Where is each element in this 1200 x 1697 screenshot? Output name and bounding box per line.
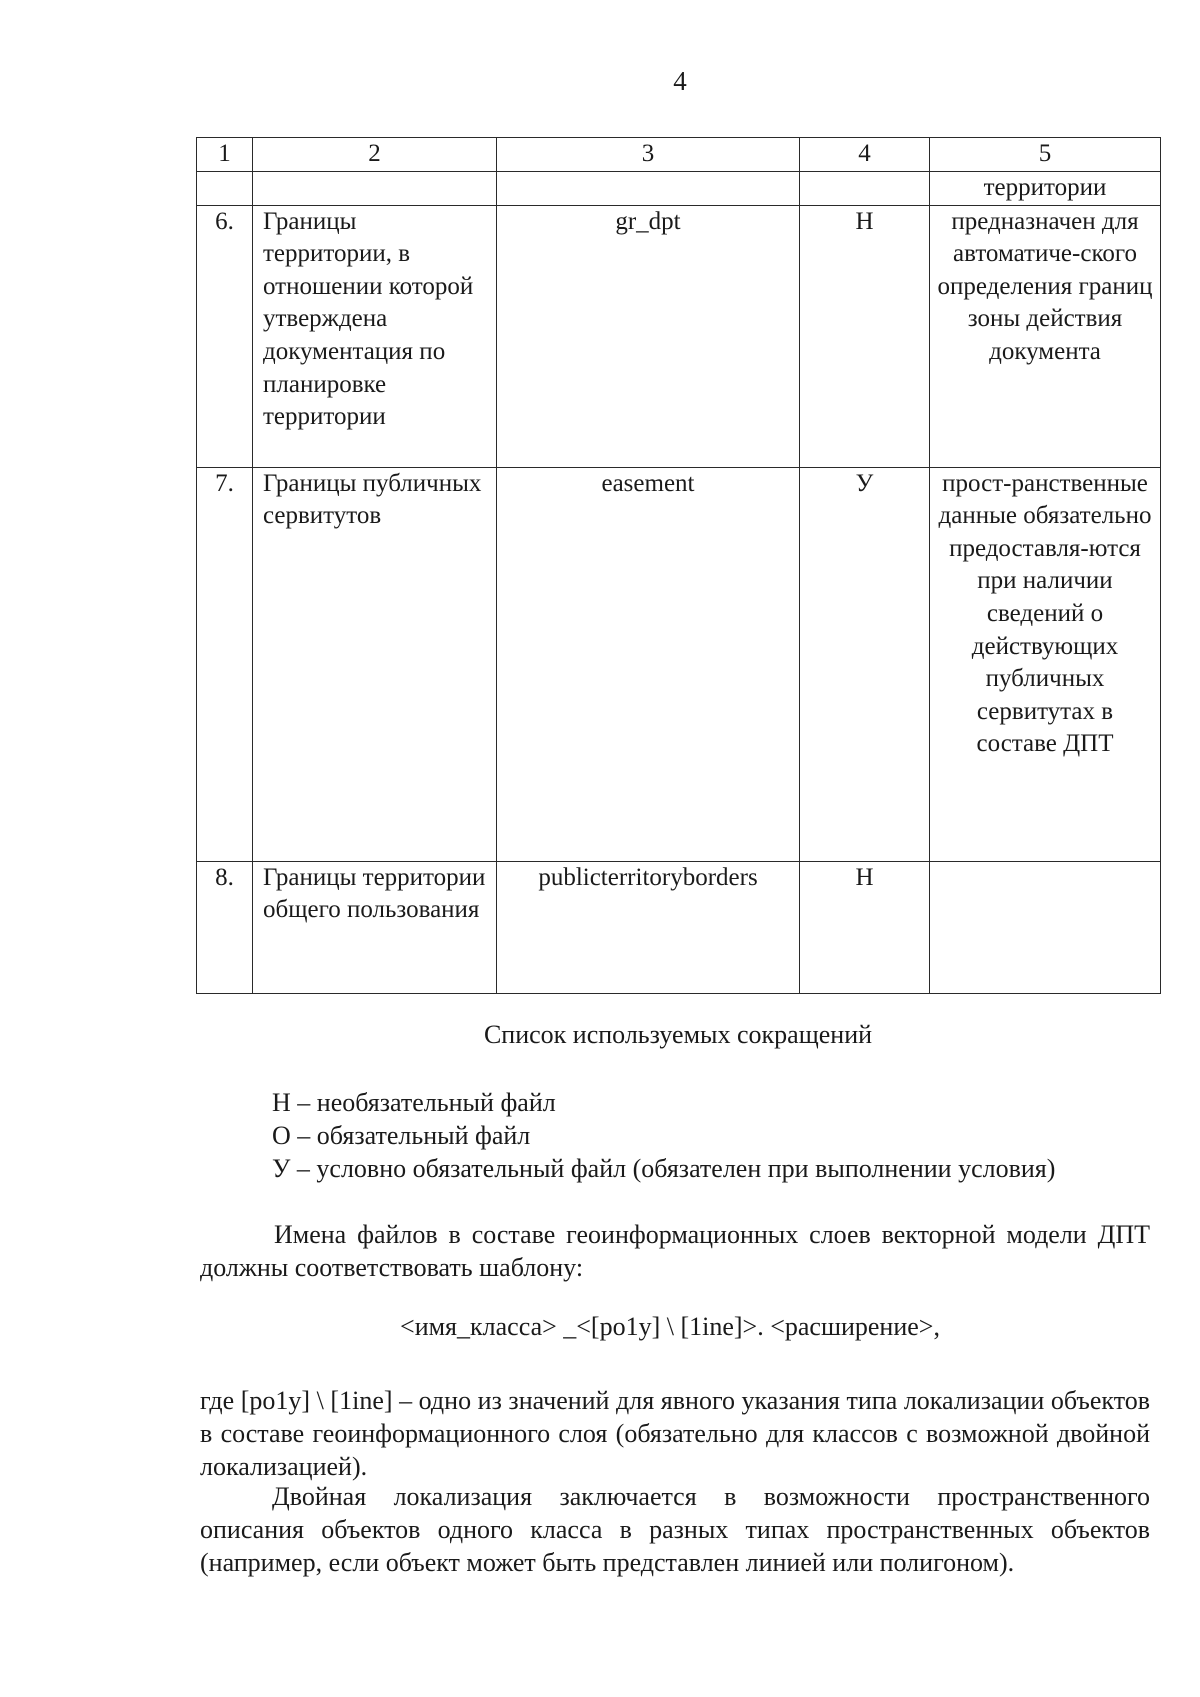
empty-cell (253, 172, 497, 206)
table-row (197, 467, 1161, 861)
row-number: 7. (197, 467, 253, 861)
header-cell: 2 (253, 138, 497, 172)
file-name-template: <имя_класса> _<[po1y] \ [1ine]>. <расширение>, (400, 1312, 940, 1341)
layer-note (930, 861, 1161, 993)
layer-flag: У (800, 467, 930, 861)
layer-code: publicterritoryborders (497, 861, 800, 993)
header-cell: 4 (800, 138, 930, 172)
template-explanation-paragraph: где [po1y] \ [1ine] – одно из значений для явного указания типа локализации объектов в составе геоинформационного слоя (обязательно для классов с возможной двойной локализацией). (200, 1386, 1150, 1481)
abbreviation-item: О – обязательный файл (272, 1121, 531, 1150)
layer-name: Границы территории общего пользования (253, 861, 497, 993)
abbreviations-heading: Список используемых сокращений (483, 1020, 873, 1049)
empty-cell (197, 172, 253, 206)
empty-cell (800, 172, 930, 206)
abbreviation-item: У – условно обязательный файл (обязателен при выполнении условия) (272, 1154, 1056, 1183)
abbreviations-list (272, 1086, 1055, 1185)
layer-flag: Н (800, 861, 930, 993)
header-cell: 5 (930, 138, 1161, 172)
file-naming-paragraph: Имена файлов в составе геоинформационных слоев векторной модели ДПТ должны соответствовать шаблону: (200, 1220, 1150, 1282)
dual-localization-paragraph: Двойная локализация заключается в возможности пространственного описания объектов одного класса в разных типах пространственных объектов (например, если объект может быть представлен линией или полигоном). (200, 1482, 1150, 1577)
page-number: 4 (673, 66, 687, 96)
continuation-row (197, 172, 1161, 206)
abbreviation-item: Н – необязательный файл (272, 1088, 556, 1117)
table-row (197, 205, 1161, 467)
header-cell: 1 (197, 138, 253, 172)
table-header-row (197, 138, 1161, 172)
layer-name: Границы публичных сервитутов (253, 467, 497, 861)
continuation-note: территории (930, 172, 1161, 206)
layer-code: gr_dpt (497, 205, 800, 467)
table-row (197, 861, 1161, 993)
row-number: 6. (197, 205, 253, 467)
row-number: 8. (197, 861, 253, 993)
layer-note: предназначен для автоматиче-ского определения границ зоны действия документа (930, 205, 1161, 467)
header-cell: 3 (497, 138, 800, 172)
layer-note: прост-ранственные данные обязательно предоставля-ются при наличии сведений о действующих публичных сервитутах в составе ДПТ (930, 467, 1161, 861)
empty-cell (497, 172, 800, 206)
attribute-table (196, 137, 1161, 994)
layer-name: Границы территории, в отношении которой утверждена документация по планировке территории (253, 205, 497, 467)
layer-flag: Н (800, 205, 930, 467)
layer-code: easement (497, 467, 800, 861)
